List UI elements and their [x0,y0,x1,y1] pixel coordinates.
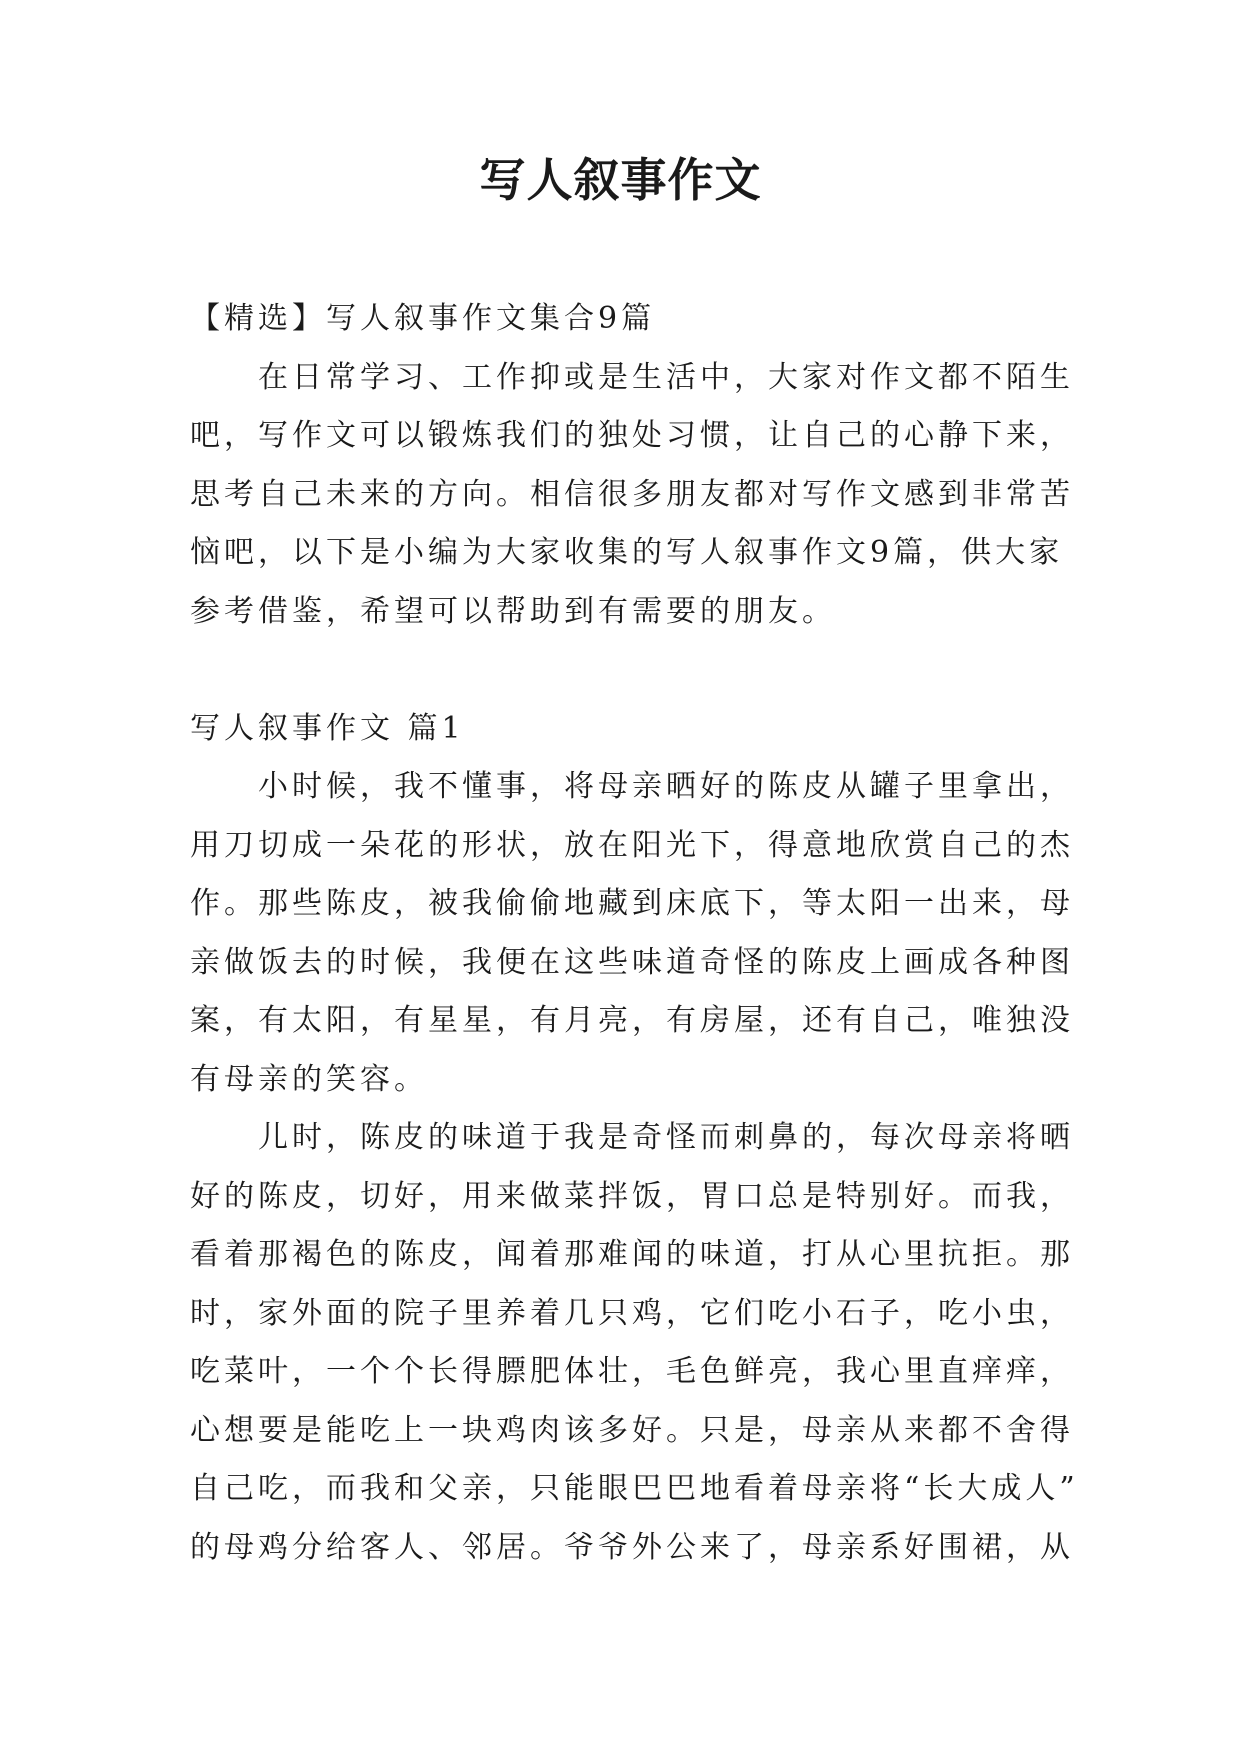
paragraph-line: 儿时，陈皮的味道于我是奇怪而刺鼻的，每次母亲将晒 [258,1120,1074,1155]
intro-line: 恼吧，以下是小编为大家收集的写人叙事作文9篇，供大家 [190,535,1064,570]
paragraph-line: 用刀切成一朵花的形状，放在阳光下，得意地欣赏自己的杰 [190,827,1074,863]
paragraph-line: 吃菜叶，一个个长得膘肥体壮，毛色鲜亮，我心里直痒痒， [190,1354,1074,1389]
intro-line: 在日常学习、工作抑或是生活中，大家对作文都不陌生 [258,359,1074,395]
document-subtitle: 【精选】写人叙事作文集合9篇 [190,301,656,336]
intro-line: 思考自己未来的方向。相信很多朋友都对写作文感到非常苦 [190,476,1074,512]
paragraph-line: 有母亲的笑容。 [190,1061,428,1097]
paragraph-line: 小时候，我不懂事，将母亲晒好的陈皮从罐子里拿出， [258,769,1074,804]
paragraph-line: 亲做饭去的时候，我便在这些味道奇怪的陈皮上画成各种图 [190,944,1074,980]
paragraph-line: 看着那褐色的陈皮，闻着那难闻的味道，打从心里抗拒。那 [190,1237,1074,1272]
intro-line: 吧，写作文可以锻炼我们的独处习惯，让自己的心静下来， [190,418,1074,453]
paragraph-line: 作。那些陈皮，被我偷偷地藏到床底下，等太阳一出来，母 [190,886,1074,921]
paragraph-1 [190,758,1074,1109]
paragraph-line: 自己吃，而我和父亲，只能眼巴巴地看着母亲将“长大成人” [190,1471,1079,1506]
paragraph-2 [190,1109,1079,1577]
paragraph-line: 心想要是能吃上一块鸡肉该多好。只是，母亲从来都不舍得 [190,1412,1074,1448]
intro-line: 参考借鉴，希望可以帮助到有需要的朋友。 [190,593,836,629]
intro-paragraph [190,349,1074,642]
paragraph-line: 案，有太阳，有星星，有月亮，有房屋，还有自己，唯独没 [190,1003,1074,1038]
paragraph-line: 的母鸡分给客人、邻居。爷爷外公来了，母亲系好围裙，从 [190,1529,1074,1565]
document-body [190,290,1079,1577]
paragraph-line: 时，家外面的院子里养着几只鸡，它们吃小石子，吃小虫， [190,1295,1074,1331]
section-heading: 写人叙事作文 篇1 [190,710,465,746]
section-spacer [190,641,1060,700]
paragraph-line: 好的陈皮，切好，用来做菜拌饭，胃口总是特别好。而我， [190,1178,1074,1214]
document-title: 写人叙事作文 [479,153,762,207]
